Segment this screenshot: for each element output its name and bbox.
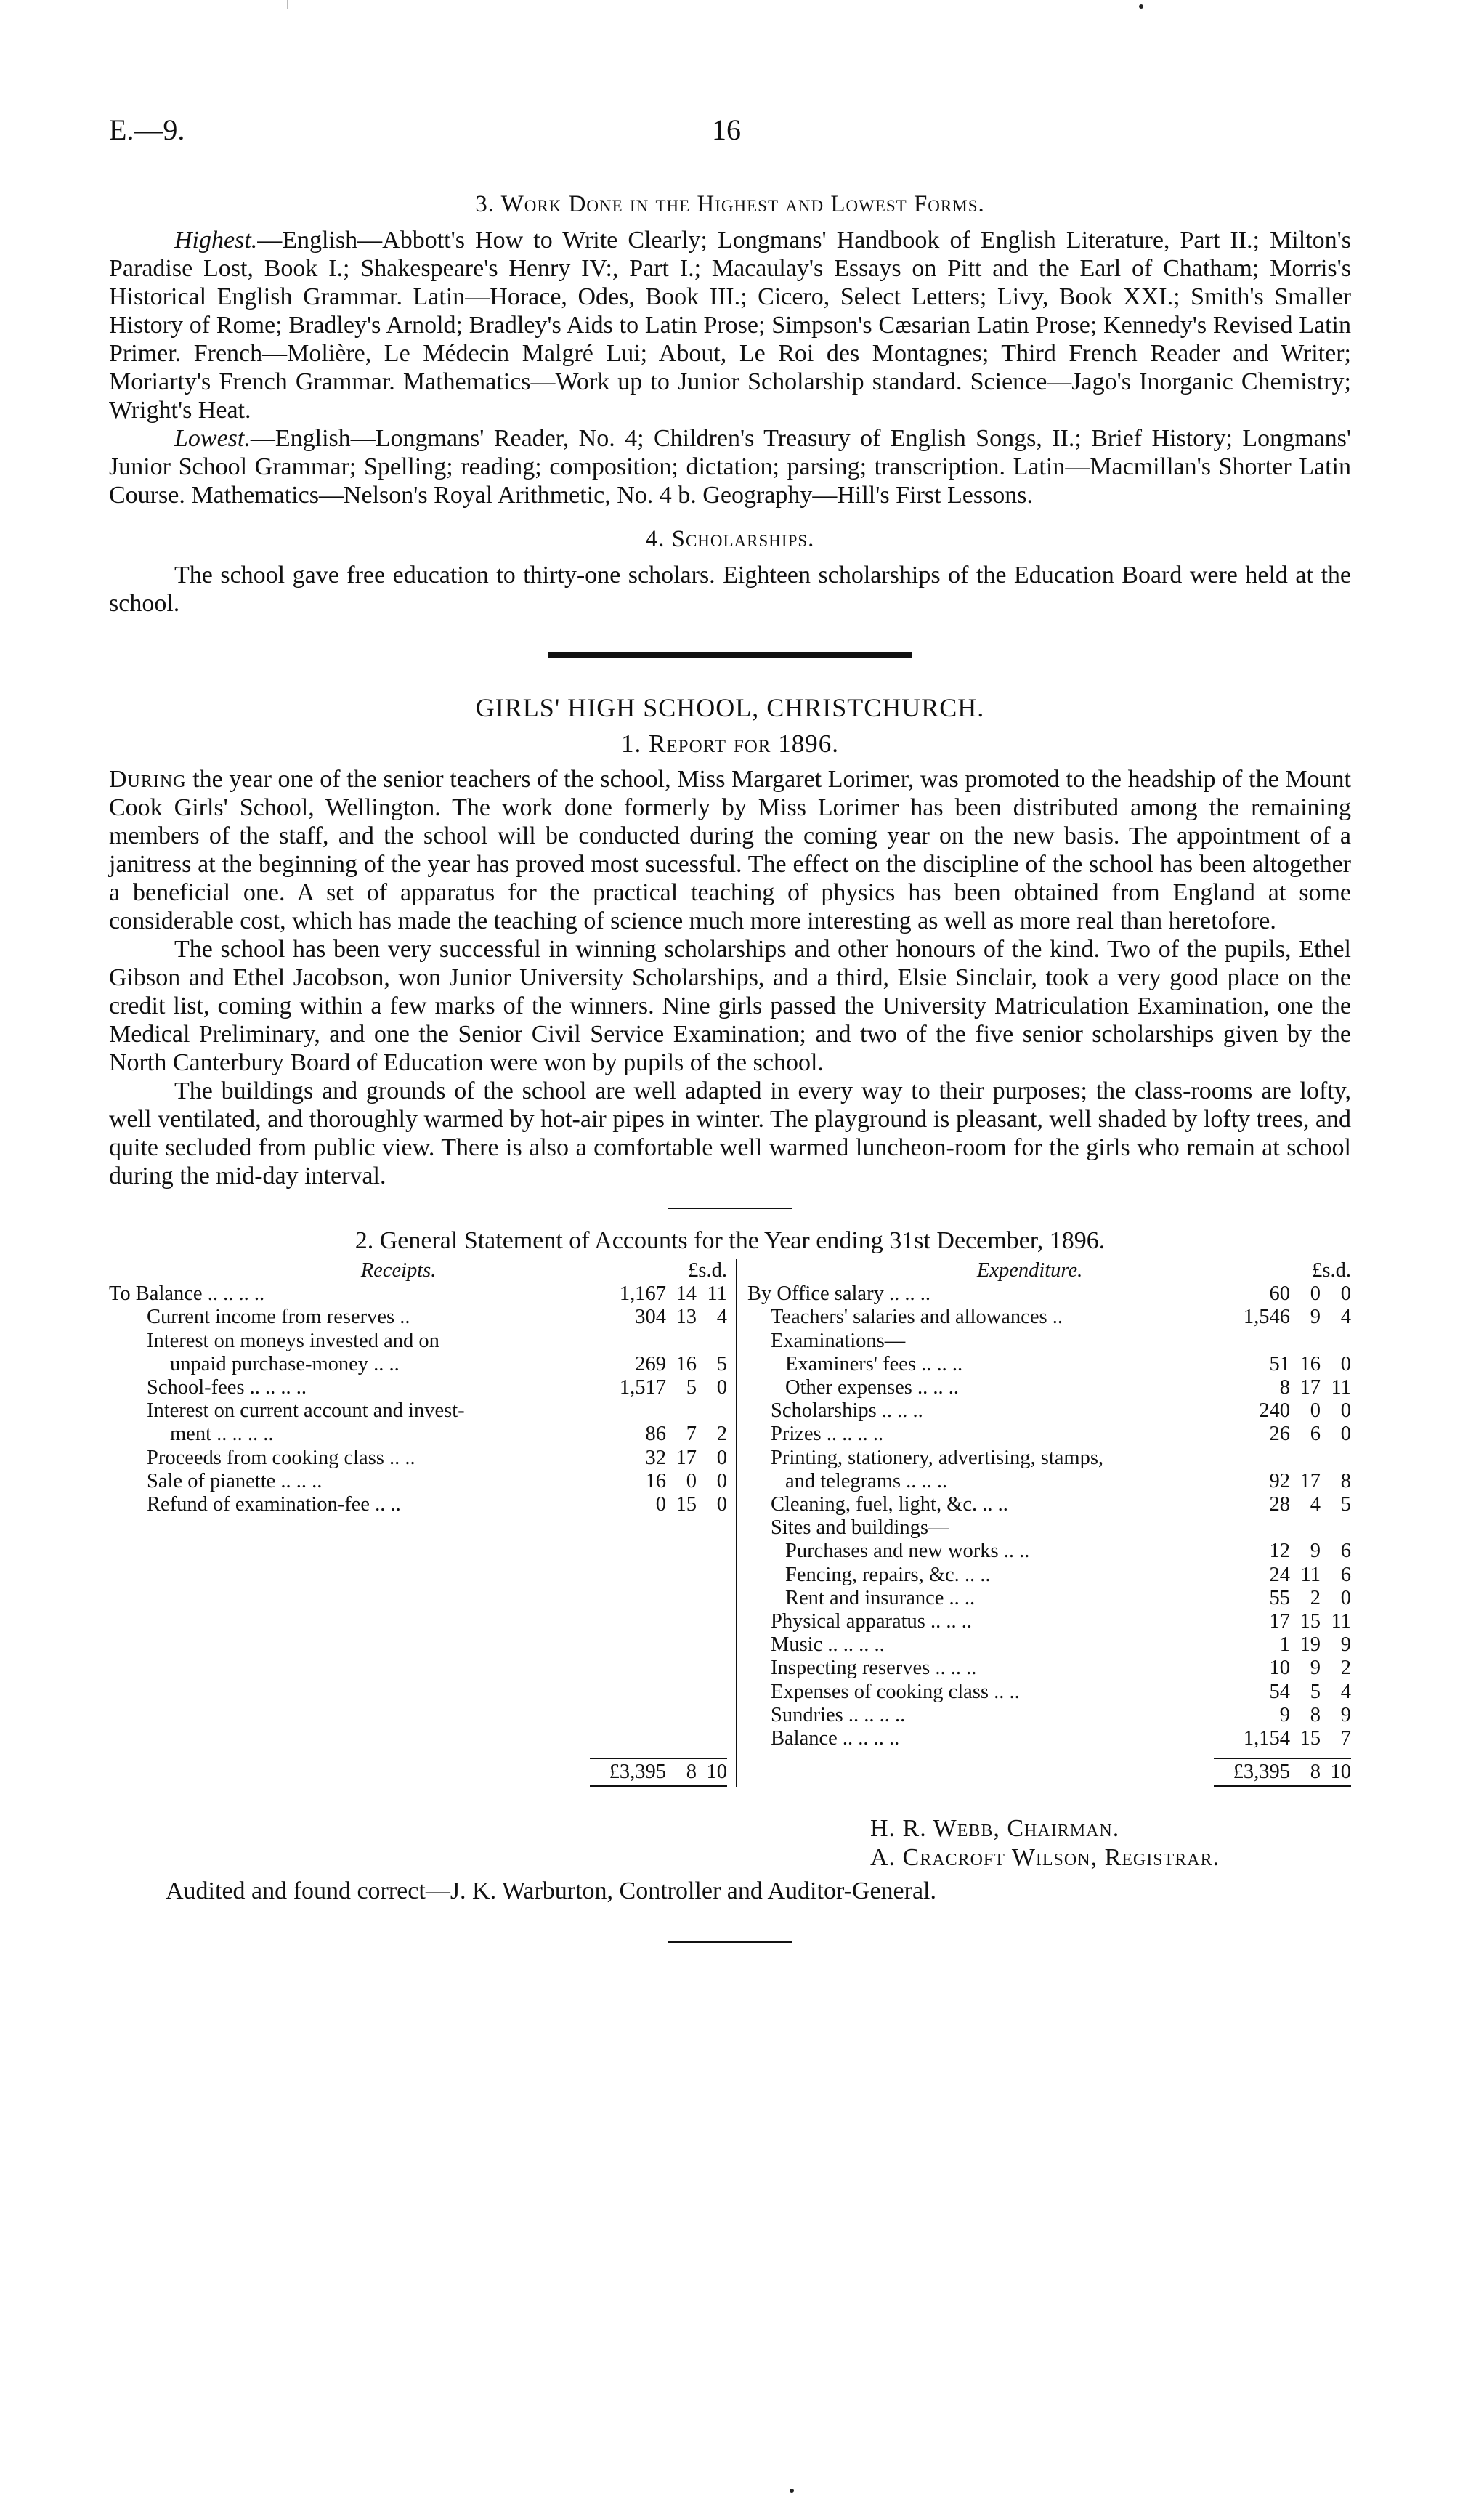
row-amount-shillings: 17: [1299, 1469, 1321, 1492]
table-row: [747, 1610, 1351, 1633]
row-amount-pence: 11: [1331, 1610, 1351, 1633]
row-description: Rent and insurance .. ..: [785, 1586, 976, 1609]
table-row: [109, 1282, 727, 1306]
document-reference: E.—9.: [109, 113, 185, 146]
row-amount-pounds: 26: [1269, 1423, 1290, 1446]
row-amount-pence: 6: [1340, 1540, 1351, 1563]
receipts-total-row: £3,395 8 10: [109, 1758, 727, 1787]
page-number: 16: [712, 113, 741, 146]
row-amount-pounds: 240: [1259, 1399, 1290, 1423]
row-amount-shillings: 8: [1310, 1703, 1321, 1726]
row-amount-pounds: 12: [1269, 1540, 1290, 1563]
row-amount-pence: 0: [1340, 1423, 1351, 1446]
receipts-total-pounds: £3,395: [609, 1761, 666, 1784]
row-amount-shillings: 0: [1310, 1282, 1321, 1306]
table-row: [109, 1493, 727, 1516]
expenditure-total-pounds: £3,395: [1233, 1761, 1290, 1784]
row-description: Physical apparatus .. .. ..: [771, 1610, 973, 1633]
table-row: [109, 1470, 727, 1493]
row-description: unpaid purchase-money .. ..: [170, 1352, 400, 1375]
scan-mark: [287, 0, 288, 9]
row-description: Printing, stationery, advertising, stamps,: [771, 1446, 1104, 1469]
row-amount-shillings: [1290, 1516, 1321, 1540]
row-description: Balance .. .. .. ..: [771, 1727, 900, 1750]
row-description: Interest on current account and invest-: [147, 1399, 465, 1423]
row-description: By Office salary .. .. ..: [747, 1282, 930, 1306]
row-amount-pounds: [590, 1399, 666, 1423]
row-amount-pence: [1321, 1447, 1351, 1470]
expenditure-column: [737, 1259, 1351, 1787]
table-row: [747, 1306, 1351, 1329]
row-amount-shillings: 9: [1310, 1306, 1321, 1329]
table-row: [109, 1306, 727, 1329]
row-description: Purchases and new works .. ..: [785, 1540, 1030, 1563]
row-amount-pounds: 32: [645, 1446, 666, 1469]
row-amount-pence: 5: [1340, 1493, 1351, 1516]
row-amount-pence: 6: [1340, 1563, 1351, 1586]
row-amount-pence: 0: [716, 1376, 727, 1399]
receipts-rows: [109, 1282, 727, 1516]
row-amount-shillings: 16: [676, 1352, 697, 1375]
row-amount-shillings: 15: [676, 1493, 697, 1516]
row-amount-pence: [1321, 1516, 1351, 1540]
row-amount-pence: 11: [1331, 1376, 1351, 1399]
row-description: Proceeds from cooking class .. ..: [147, 1446, 415, 1469]
report-paragraph-1: During the year one of the senior teachers of the school, Miss Margaret Lorimer, was promoted to the headship of the Mount Cook Girls' School, Wellington. The work done formerly by Miss Lorimer has been distributed among the remaining members of the staff, and the school will be conducted during the coming year on the new basis. The appointment of a janitress at the beginning of the year has proved most sucessful. The effect on the discipline of the school has been altogether a beneficial one. A set of apparatus for the practical teaching of physics has been obtained from England at some considerable cost, which has made the teaching of science much more interesting as well as more real than heretofore.: [109, 766, 1351, 934]
row-amount-shillings: 5: [1310, 1680, 1321, 1703]
expenditure-header: Expenditure.: [976, 1259, 1083, 1282]
row-amount-pounds: 51: [1269, 1352, 1290, 1375]
row-amount-shillings: 9: [1310, 1657, 1321, 1680]
receipts-header-row: Receipts. £s.d.: [109, 1259, 727, 1282]
table-row: [747, 1423, 1351, 1446]
row-amount-pence: 7: [1340, 1727, 1351, 1750]
row-amount-pence: 0: [1340, 1399, 1351, 1423]
row-amount-pence: 8: [1340, 1469, 1351, 1492]
row-amount-pounds: 86: [645, 1423, 666, 1446]
divider: [668, 1208, 792, 1209]
expenditure-header-row: Expenditure. £s.d.: [747, 1259, 1351, 1282]
row-amount-pounds: [1214, 1447, 1290, 1470]
row-amount-pounds: 1,154: [1243, 1727, 1290, 1750]
table-row: [109, 1376, 727, 1399]
row-description: Expenses of cooking class .. ..: [771, 1680, 1020, 1703]
row-amount-shillings: 0: [686, 1469, 697, 1492]
row-description: Fencing, repairs, &c. .. ..: [785, 1563, 991, 1586]
table-row: [747, 1587, 1351, 1610]
scholarships-paragraph: The school gave free education to thirty-one scholars. Eighteen scholarships of the Education Board were held at the school.: [109, 562, 1351, 617]
expenditure-rows: [747, 1282, 1351, 1750]
row-amount-pence: 2: [1340, 1657, 1351, 1680]
row-amount-shillings: [1290, 1447, 1321, 1470]
row-amount-shillings: 4: [1310, 1493, 1321, 1516]
row-amount-pounds: 1,517: [619, 1376, 666, 1399]
report-title: 1. Report for 1896.: [621, 729, 839, 758]
row-amount-shillings: 17: [1299, 1376, 1321, 1399]
row-amount-pounds: 10: [1269, 1657, 1290, 1680]
signatures-block: [109, 1814, 1351, 1872]
row-amount-pounds: 92: [1269, 1469, 1290, 1492]
row-amount-pence: 9: [1340, 1703, 1351, 1726]
row-amount-pounds: 0: [655, 1493, 666, 1516]
section-title-scholarships: 4. Scholarships.: [645, 526, 815, 552]
report-paragraph-3: The buildings and grounds of the school are well adapted in every way to their purposes; the class-rooms are lofty, well ventilated, and thoroughly warmed by hot-air pipes in winter. The playground is pleasant, well shaded by lofty trees, and quite secluded from public view. There is also a comfortable well warmed luncheon-room for the girls who remain at school during the mid-day interval.: [109, 1078, 1351, 1189]
lowest-form-paragraph: [109, 424, 1351, 509]
divider: [668, 1941, 792, 1943]
registrar-signature: A. Cracroft Wilson, Registrar.: [870, 1844, 1220, 1872]
row-amount-pounds: 55: [1269, 1586, 1290, 1609]
page-header: [109, 113, 1375, 149]
lowest-label: Lowest.: [174, 425, 251, 452]
section-title-work-done: 3. Work Done in the Highest and Lowest Forms.: [475, 191, 985, 217]
table-row: [109, 1399, 727, 1423]
table-row: [109, 1330, 727, 1353]
row-amount-pence: 4: [716, 1306, 727, 1329]
row-amount-pence: [697, 1399, 727, 1423]
row-amount-pounds: [1214, 1516, 1290, 1540]
row-amount-shillings: 9: [1310, 1540, 1321, 1563]
row-description: Examiners' fees .. .. ..: [785, 1352, 963, 1375]
chairman-signature: H. R. Webb, Chairman.: [870, 1815, 1120, 1843]
row-amount-shillings: 16: [1299, 1352, 1321, 1375]
row-amount-pence: 0: [1340, 1352, 1351, 1375]
table-row: [747, 1470, 1351, 1493]
highest-form-paragraph: [109, 226, 1351, 424]
row-amount-pence: 9: [1340, 1633, 1351, 1657]
row-description: Interest on moneys invested and on: [147, 1329, 439, 1352]
row-amount-shillings: 17: [676, 1446, 697, 1469]
table-row: [747, 1282, 1351, 1306]
table-row: [109, 1423, 727, 1446]
row-amount-pounds: 1: [1279, 1633, 1290, 1657]
row-description: Sale of pianette .. .. ..: [147, 1469, 323, 1492]
row-amount-pounds: 60: [1269, 1282, 1290, 1306]
row-amount-shillings: 19: [1299, 1633, 1321, 1657]
row-amount-pounds: 9: [1279, 1703, 1290, 1726]
row-amount-shillings: 2: [1310, 1586, 1321, 1609]
section-divider: [548, 652, 912, 658]
row-amount-shillings: 6: [1310, 1423, 1321, 1446]
row-description: To Balance .. .. .. ..: [109, 1282, 265, 1306]
table-row: [109, 1447, 727, 1470]
row-description: Examinations—: [771, 1329, 906, 1352]
row-amount-pounds: 304: [635, 1306, 666, 1329]
row-amount-pence: 0: [1340, 1282, 1351, 1306]
row-amount-pence: 0: [716, 1446, 727, 1469]
row-amount-shillings: [666, 1399, 697, 1423]
row-description: ment .. .. .. ..: [170, 1423, 274, 1446]
table-row: [747, 1447, 1351, 1470]
table-row: [747, 1516, 1351, 1540]
row-description: Inspecting reserves .. .. ..: [771, 1657, 977, 1680]
row-description: Current income from reserves ..: [147, 1306, 410, 1329]
row-amount-pounds: 24: [1269, 1563, 1290, 1586]
accounts-table: [109, 1259, 1351, 1787]
table-row: [109, 1353, 727, 1376]
row-description: Prizes .. .. .. ..: [771, 1423, 884, 1446]
row-amount-pounds: 269: [635, 1352, 666, 1375]
row-amount-shillings: 14: [676, 1282, 697, 1306]
table-row: [747, 1727, 1351, 1750]
row-description: Sites and buildings—: [771, 1516, 949, 1540]
row-amount-shillings: 15: [1299, 1610, 1321, 1633]
table-row: [747, 1704, 1351, 1727]
row-description: Music .. .. .. ..: [771, 1633, 885, 1657]
table-row: [747, 1657, 1351, 1680]
row-amount-pounds: [590, 1330, 666, 1353]
row-description: Teachers' salaries and allowances ..: [771, 1306, 1063, 1329]
row-amount-pounds: 54: [1269, 1680, 1290, 1703]
table-row: [747, 1376, 1351, 1399]
row-amount-shillings: 0: [1310, 1399, 1321, 1423]
row-amount-shillings: 5: [686, 1376, 697, 1399]
report-paragraph-2: The school has been very successful in winning scholarships and other honours of the kind. Two of the pupils, Ethel Gibson and Ethel Jacobson, won Junior University Scholarships, and a third, Elsie Sinclair, took a very good place on the credit list, coming within a few marks of the winners. Nine girls passed the University Matriculation Examination, one the Medical Preliminary, and one the Senior Civil Service Examination; and two of the five senior scholarships given by the North Canterbury Board of Education were won by pupils of the school.: [109, 936, 1351, 1076]
row-amount-shillings: 13: [676, 1306, 697, 1329]
highest-label: Highest.: [174, 227, 258, 254]
row-description: School-fees .. .. .. ..: [147, 1376, 307, 1399]
row-amount-pence: 0: [716, 1493, 727, 1516]
row-amount-pence: 2: [716, 1423, 727, 1446]
row-amount-pence: 4: [1340, 1306, 1351, 1329]
row-amount-pounds: 1,546: [1243, 1306, 1290, 1329]
highest-text: —English—Abbott's How to Write Clearly; Longmans' Handbook of English Literature, Part II.; Milton's Paradise Lost, Book I.; Shakespeare's Henry IV:, Part I.; Macaulay's Essays on Pitt and the Earl of Chatham; Morris's Historical English Grammar. Latin—Horace, Odes, Book III.; Cicero, Select Letters; Livy, Book XXI.; Smith's Smaller History of Rome; Bradley's Arnold; Bradley's Aids to Latin Prose; Simpson's Cæsarian Latin Prose; Kennedy's Revised Latin Primer. French—Molière, Le Médecin Malgré Lui; About, Le Roi des Montagnes; Third French Reader and Writer; Moriarty's French Grammar. Mathematics—Work up to Junior Scholarship standard. Science—Jago's Inorganic Chemistry; Wright's Heat.: [109, 227, 1351, 424]
accounts-title: 2. General Statement of Accounts for the Year ending 31st December, 1896.: [354, 1227, 1106, 1254]
row-amount-shillings: [666, 1330, 697, 1353]
row-amount-shillings: 11: [1300, 1563, 1321, 1586]
row-amount-pence: [1321, 1330, 1351, 1353]
table-row: [747, 1564, 1351, 1587]
row-description: Sundries .. .. .. ..: [771, 1703, 906, 1726]
row-amount-shillings: [1290, 1330, 1321, 1353]
row-amount-pence: 4: [1340, 1680, 1351, 1703]
row-amount-pounds: 28: [1269, 1493, 1290, 1516]
row-amount-pence: [697, 1330, 727, 1353]
row-description: Other expenses .. .. ..: [785, 1376, 960, 1399]
scan-mark: [790, 2489, 794, 2493]
row-amount-pence: 0: [716, 1469, 727, 1492]
report-lead-word: During: [109, 766, 187, 793]
table-row: [747, 1681, 1351, 1704]
receipts-column: [109, 1259, 737, 1787]
receipts-header: Receipts.: [360, 1259, 437, 1282]
row-amount-pounds: 16: [645, 1469, 666, 1492]
row-description: Scholarships .. .. ..: [771, 1399, 923, 1423]
main-content: [109, 190, 1351, 1960]
table-row: [747, 1399, 1351, 1423]
table-row: [747, 1330, 1351, 1353]
audit-statement: Audited and found correct—J. K. Warburton, Controller and Auditor-General.: [166, 1878, 937, 1905]
row-amount-shillings: 7: [686, 1423, 697, 1446]
row-amount-pence: 0: [1340, 1586, 1351, 1609]
table-row: [747, 1540, 1351, 1563]
scan-mark: [1139, 4, 1143, 9]
row-description: and telegrams .. .. ..: [785, 1469, 948, 1492]
row-description: Refund of examination-fee .. ..: [147, 1493, 401, 1516]
row-amount-shillings: 15: [1299, 1727, 1321, 1750]
row-description: Cleaning, fuel, light, &c. .. ..: [771, 1493, 1008, 1516]
lowest-text: —English—Longmans' Reader, No. 4; Children's Treasury of English Songs, II.; Brief History; Longmans' Junior School Grammar; Spelling; reading; composition; dictation; parsing; transcription. Latin—Macmillan's Shorter Latin Course. Mathematics—Nelson's Royal Arithmetic, No. 4 b. Geography—Hill's First Lessons.: [109, 425, 1351, 509]
table-row: [747, 1633, 1351, 1657]
row-amount-pounds: 17: [1269, 1610, 1290, 1633]
table-row: [747, 1493, 1351, 1516]
row-amount-pence: 5: [716, 1352, 727, 1375]
row-amount-pounds: [1214, 1330, 1290, 1353]
table-row: [747, 1353, 1351, 1376]
row-amount-pence: 11: [707, 1282, 727, 1306]
school-title: GIRLS' HIGH SCHOOL, CHRISTCHURCH.: [475, 693, 985, 722]
expenditure-total-row: £3,395 8 10: [747, 1758, 1351, 1787]
row-amount-pounds: 8: [1279, 1376, 1290, 1399]
row-amount-pounds: 1,167: [619, 1282, 666, 1306]
